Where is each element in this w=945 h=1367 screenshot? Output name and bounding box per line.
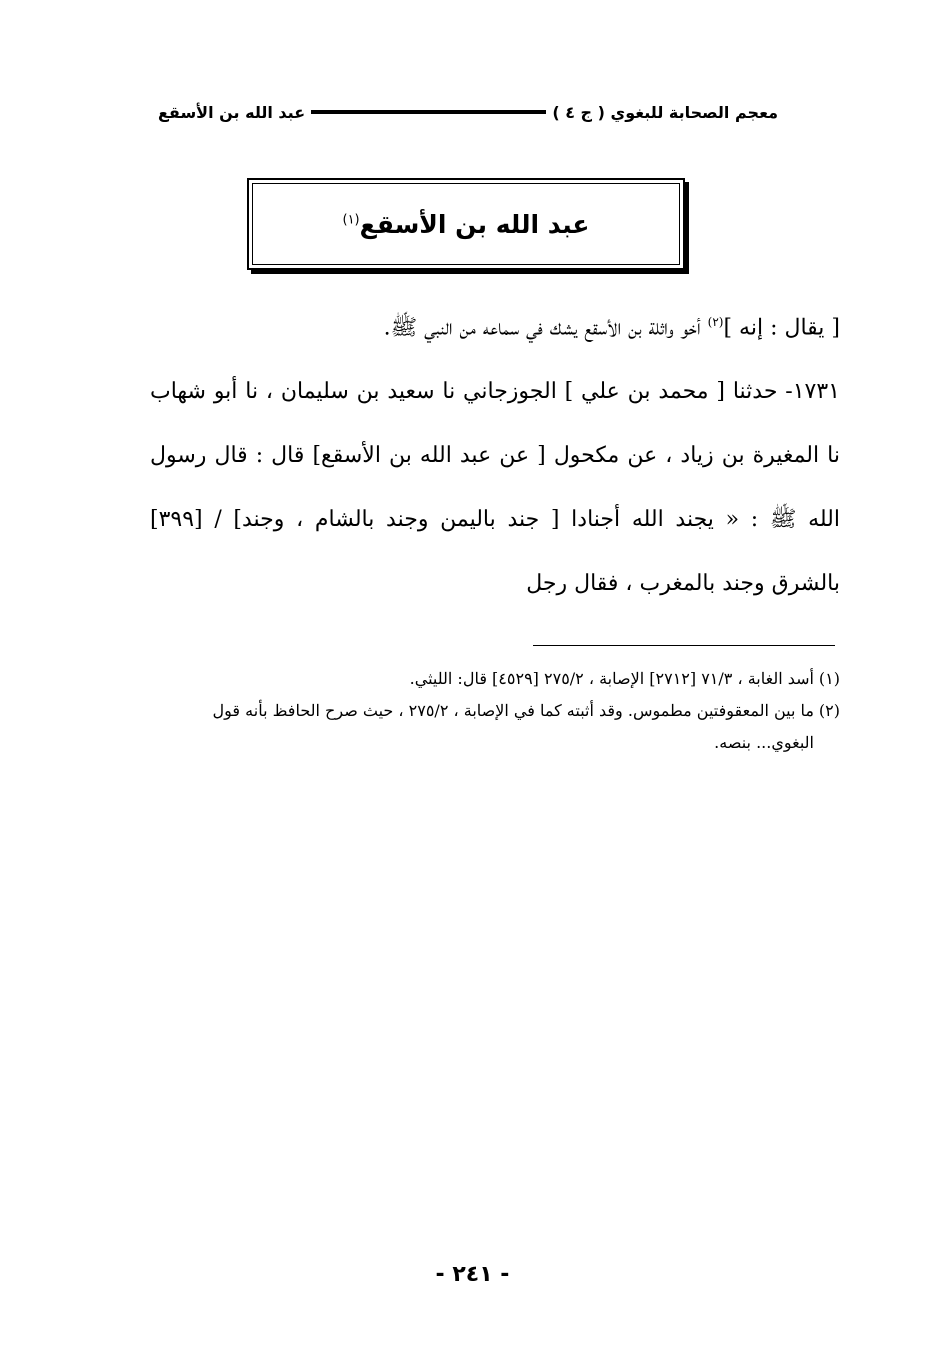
footnotes [150, 663, 840, 759]
book-title: معجم الصحابة للبغوي ( ج ٤ ) [552, 102, 778, 122]
page-number: - ٢٤١ - [435, 1262, 510, 1287]
title-footnote-ref: (١) [342, 212, 360, 228]
footnote-text: أسد الغابة ، ٧١/٣ [٢٧١٢] الإصابة ، ٢٧٥/٢ [٤٥٢٩] قال: الليثي. [409, 669, 814, 688]
entry-title-text: عبد الله بن الأسقع [359, 209, 590, 239]
running-header [158, 97, 778, 127]
intro-suffix: أخو واثلة بن الأسقع يشك في سماعه من النبي ﷺ. [383, 315, 708, 341]
footnote-text: ما بين المعقوفتين مطموس. وقد أثبته كما في الإصابة ، ٢٧٥/٢ ، حيث صرح الحافظ بأنه قول البغوي... بنصه. [212, 701, 814, 752]
footnote-number: (٢) [818, 701, 840, 720]
footnote-separator [533, 645, 835, 646]
hadith-paragraph: ١٧٣١- حدثنا [ محمد بن علي ] الجوزجاني نا سعيد بن سليمان ، نا أبو شهاب نا المغيرة بن زياد ، عن مكحول [ عن عبد الله بن الأسقع] قال : قال رسول الله ﷺ : « يجند الله أجنادا [ جند باليمن وجند بالشام ، وجند] / [٣٩٩] بالشرق وجند بالمغرب ، فقال رجل [150, 379, 840, 597]
entry-title-box [247, 178, 685, 270]
body-text [150, 290, 840, 616]
intro-footnote-ref: (٢) [707, 315, 724, 329]
intro-prefix: [ يقال : إنه ] [723, 315, 840, 341]
footnote-number: (١) [818, 669, 840, 688]
header-rule [311, 110, 546, 114]
chapter-title: عبد الله بن الأسقع [158, 102, 306, 122]
intro-paragraph [150, 290, 840, 360]
footnote-1 [150, 663, 840, 695]
footnote-2 [150, 695, 840, 759]
entry-title [342, 210, 589, 239]
